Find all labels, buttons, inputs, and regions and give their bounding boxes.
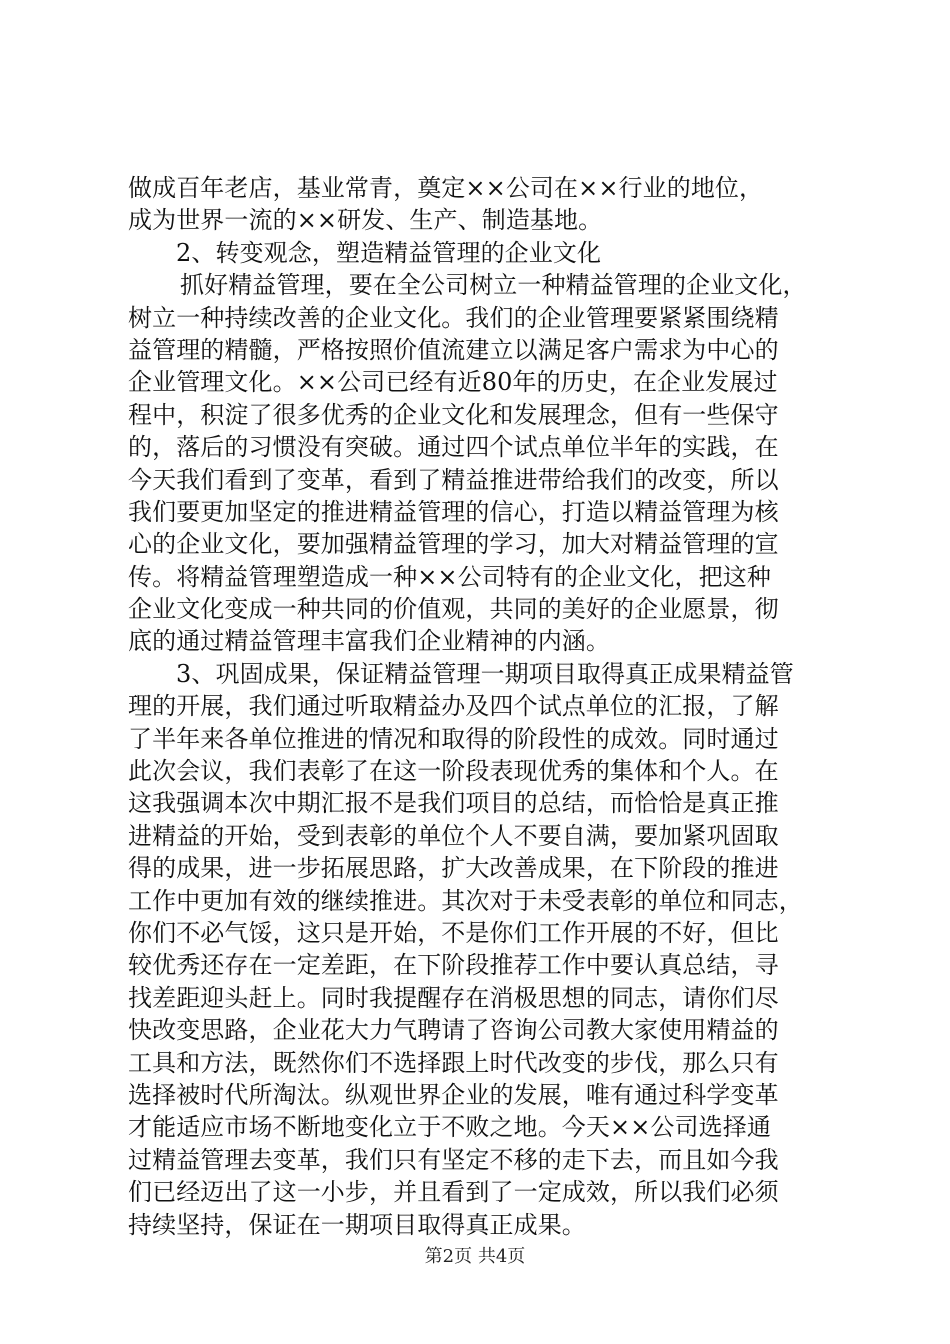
text-line: 得的成果，进一步拓展思路，扩大改善成果，在下阶段的推进 [128, 854, 779, 883]
text-line: 找差距迎头赶上。同时我提醒存在消极思想的同志，请你们尽 [128, 983, 779, 1012]
paragraph-start-line: 抓好精益管理，要在全公司树立一种精益管理的企业文化， [180, 271, 807, 300]
text-line: 们已经迈出了这一小步，并且看到了一定成效，所以我们必须 [128, 1178, 779, 1207]
text-line: 益管理的精髓，严格按照价值流建立以满足客户需求为中心的 [128, 335, 779, 364]
section-heading: 3、巩固成果，保证精益管理一期项目取得真正成果精益管 [176, 659, 794, 688]
text-line: 心的企业文化，要加强精益管理的学习，加大对精益管理的宣 [128, 530, 779, 559]
text-line: 今天我们看到了变革，看到了精益推进带给我们的改变，所以 [128, 465, 779, 494]
text-line: 理的开展，我们通过听取精益办及四个试点单位的汇报，了解 [128, 692, 779, 721]
text-line: 较优秀还存在一定差距，在下阶段推荐工作中要认真总结，寻 [128, 951, 779, 980]
text-line: 树立一种持续改善的企业文化。我们的企业管理要紧紧围绕精 [128, 303, 779, 332]
text-line: 快改变思路，企业花大力气聘请了咨询公司教大家使用精益的 [128, 1016, 779, 1045]
text-line: 的，落后的习惯没有突破。通过四个试点单位半年的实践，在 [128, 433, 779, 462]
text-line: 程中，积淀了很多优秀的企业文化和发展理念，但有一些保守 [128, 400, 779, 429]
text-line: 进精益的开始，受到表彰的单位个人不要自满，要加紧巩固取 [128, 821, 779, 850]
section-heading: 2、转变观念，塑造精益管理的企业文化 [176, 238, 602, 267]
text-line: 了半年来各单位推进的情况和取得的阶段性的成效。同时通过 [128, 724, 779, 753]
text-line: 这我强调本次中期汇报不是我们项目的总结，而恰恰是真正推 [128, 789, 779, 818]
text-line: 企业管理文化。××公司已经有近80年的历史，在企业发展过 [128, 368, 778, 397]
text-line: 做成百年老店，基业常青，奠定××公司在××行业的地位， [128, 174, 764, 202]
document-body [128, 172, 836, 1241]
text-line: 我们要更加坚定的推进精益管理的信心，打造以精益管理为核 [128, 497, 779, 526]
text-line: 传。将精益管理塑造成一种××公司特有的企业文化，把这种 [128, 562, 771, 591]
text-line: 选择被时代所淘汰。纵观世界企业的发展，唯有通过科学变革 [128, 1080, 779, 1109]
text-line: 企业文化变成一种共同的价值观，共同的美好的企业愿景，彻 [128, 595, 779, 624]
text-line: 才能适应市场不断地变化立于不败之地。今天××公司选择通 [128, 1113, 771, 1142]
text-line: 底的通过精益管理丰富我们企业精神的内涵。 [128, 627, 610, 656]
text-line: 工作中更加有效的继续推进。其次对于未受表彰的单位和同志， [128, 886, 803, 915]
text-line: 你们不必气馁，这只是开始，不是你们工作开展的不好，但比 [128, 918, 779, 947]
text-line: 此次会议，我们表彰了在这一阶段表现优秀的集体和个人。在 [128, 757, 779, 786]
text-line: 成为世界一流的××研发、生产、制造基地。 [128, 206, 603, 235]
text-line: 过精益管理去变革，我们只有坚定不移的走下去，而且如今我 [128, 1145, 779, 1174]
text-line: 工具和方法，既然你们不选择跟上时代改变的步伐，那么只有 [128, 1048, 779, 1077]
page-number-footer: 第2页 共4页 [424, 1246, 526, 1267]
text-line: 持续坚持，保证在一期项目取得真正成果。 [128, 1210, 586, 1239]
